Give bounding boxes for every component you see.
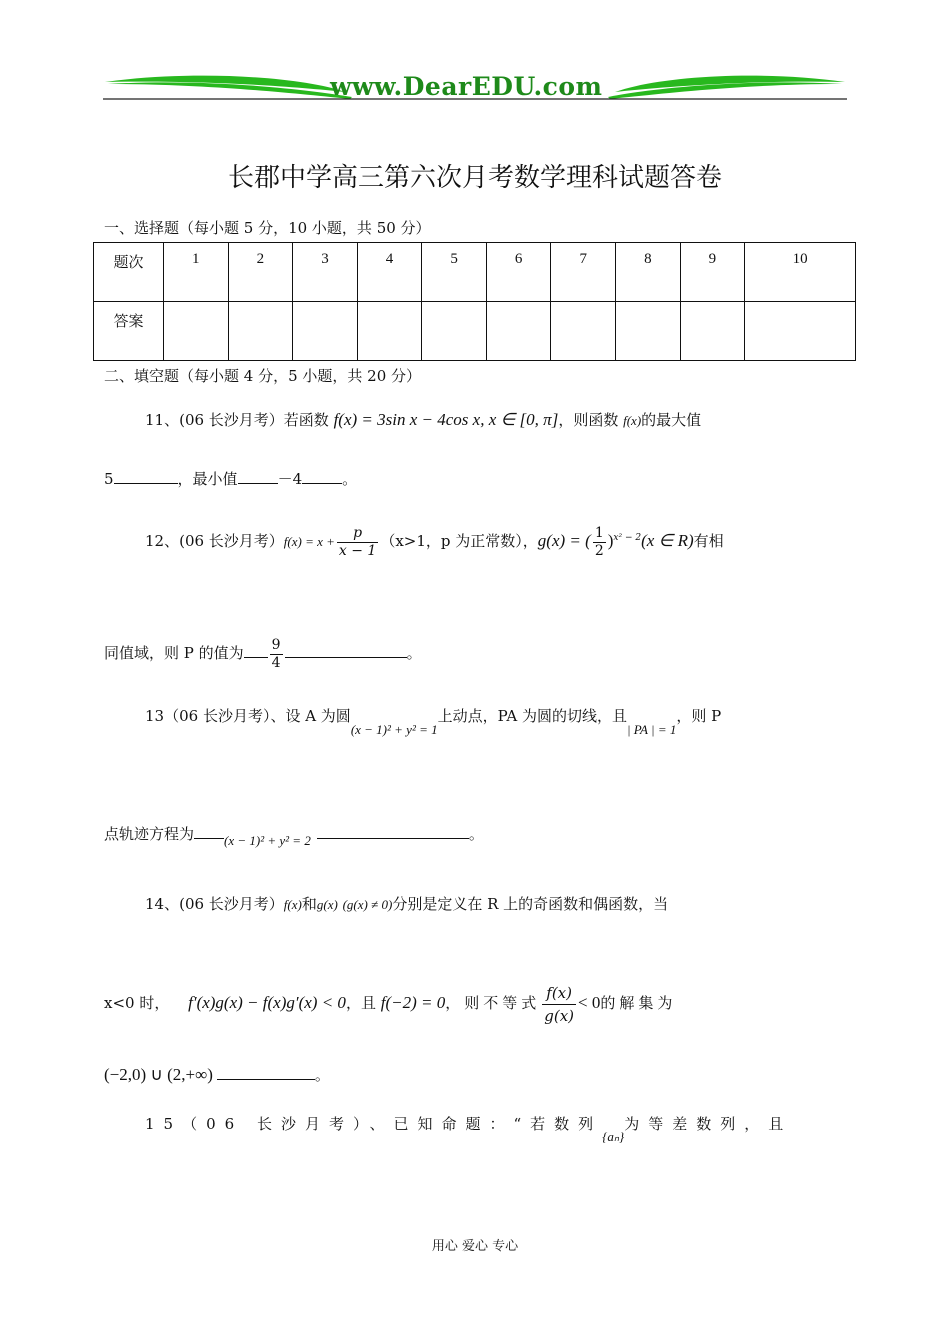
table-cell: 7 bbox=[551, 243, 616, 302]
q14-fraction: $\frac{f(x)}{g(x)}$ bbox=[544, 983, 575, 1025]
q12-answer: $\frac{9}{4}$ bbox=[271, 636, 281, 671]
page-title: 长郡中学高三第六次月考数学理科试题答卷 bbox=[227, 163, 722, 193]
question-13: 13（06 长沙月考）、设 A 为圆(x − 1)² + y² = 1上动点，PA 为圆的切线，且| PA | = 1，则 P bbox=[145, 707, 722, 737]
q14-inequality: f′(x)g(x) − f(x)g′(x) < 0 bbox=[188, 993, 346, 1012]
page-footer: 用心 爱心 专心 bbox=[431, 1239, 519, 1254]
answer-cell[interactable] bbox=[745, 302, 856, 361]
question-12: 12、(06 长沙月考）f(x) = x + $\frac{p}{x - 1}$ （x>1，p 为正常数），g(x) = ( $\frac{1}{2}$ )$^{x^2 - 2}$(x ∈ R)有相 bbox=[145, 524, 724, 559]
answer-cell[interactable] bbox=[164, 302, 229, 361]
table-cell: 8 bbox=[616, 243, 681, 302]
table-cell: 3 bbox=[293, 243, 358, 302]
question-14-line2: x<0 时， f′(x)g(x) − f(x)g′(x) < 0，且 f(−2) = 0，则不等式 $\frac{f(x)}{g(x)}$ < 0的解集为 bbox=[104, 983, 677, 1025]
section1-heading: 一、选择题（每小题 5 分，10 小题，共 50 分） bbox=[104, 219, 431, 237]
answer-blank[interactable] bbox=[194, 822, 224, 839]
answer-blank[interactable] bbox=[302, 467, 342, 484]
answer-cell[interactable] bbox=[486, 302, 551, 361]
question-14: 14、(06 长沙月考）f(x)和g(x) (g(x) ≠ 0)分别是定义在 R 上的奇函数和偶函数，当 bbox=[145, 895, 669, 913]
answer-cell[interactable] bbox=[551, 302, 616, 361]
question-11-answer-line: 5 ，最小值 －4 。 bbox=[104, 467, 357, 489]
answer-cell[interactable] bbox=[293, 302, 358, 361]
answer-blank[interactable] bbox=[285, 641, 407, 658]
table-cell: 5 bbox=[422, 243, 487, 302]
answer-cell[interactable] bbox=[616, 302, 681, 361]
row-label-answer: 答案 bbox=[94, 302, 164, 361]
question-12-answer-line: 同值域，则 P 的值为 $\frac{9}{4}$ 。 bbox=[104, 636, 422, 671]
q12-fraction: $\frac{p}{x - 1}$ bbox=[338, 524, 377, 559]
row-label-question: 题次 bbox=[94, 243, 164, 302]
answer-blank[interactable] bbox=[244, 641, 268, 658]
answer-cell[interactable] bbox=[228, 302, 293, 361]
table-cell: 2 bbox=[228, 243, 293, 302]
question-13-answer-line: 点轨迹方程为 (x − 1)² + y² = 2 。 bbox=[104, 822, 484, 844]
answer-blank[interactable] bbox=[238, 467, 278, 484]
table-cell: 4 bbox=[357, 243, 422, 302]
q11-max-answer: 5 bbox=[104, 470, 114, 488]
table-row bbox=[94, 243, 856, 302]
question-14-answer-line: (−2,0) ∪ (2,+∞) 。 bbox=[104, 1065, 330, 1084]
answer-blank[interactable] bbox=[317, 822, 469, 839]
answer-blank[interactable] bbox=[217, 1063, 315, 1080]
q14-answer: (−2,0) ∪ (2,+∞) bbox=[104, 1065, 213, 1084]
question-15: 15（06 长沙月考）、已知命题：“若数列{aₙ}为等差数列，且 bbox=[145, 1115, 793, 1144]
q13-answer: (x − 1)² + y² = 2 bbox=[224, 833, 311, 848]
section2-heading: 二、填空题（每小题 4 分，5 小题，共 20 分） bbox=[104, 367, 422, 385]
answer-cell[interactable] bbox=[680, 302, 745, 361]
answer-cell[interactable] bbox=[422, 302, 487, 361]
banner-logo-text: www.DearEDU.com bbox=[330, 72, 603, 101]
question-11: 11、(06 长沙月考）若函数 f(x) = 3sin x − 4cos x, x ∈ [0, π]，则函数 f(x)的最大值 bbox=[145, 410, 702, 429]
q13-circle: (x − 1)² + y² = 1 bbox=[350, 722, 438, 737]
table-cell: 10 bbox=[745, 243, 856, 302]
answer-blank[interactable] bbox=[114, 467, 178, 484]
q11-formula: f(x) = 3sin x − 4cos x, x ∈ [0, π] bbox=[333, 410, 559, 429]
answer-cell[interactable] bbox=[357, 302, 422, 361]
answer-table bbox=[93, 242, 856, 361]
table-cell: 1 bbox=[164, 243, 229, 302]
table-row bbox=[94, 302, 856, 361]
q11-min-answer: －4 bbox=[277, 470, 303, 488]
table-cell: 9 bbox=[680, 243, 745, 302]
table-cell: 6 bbox=[486, 243, 551, 302]
